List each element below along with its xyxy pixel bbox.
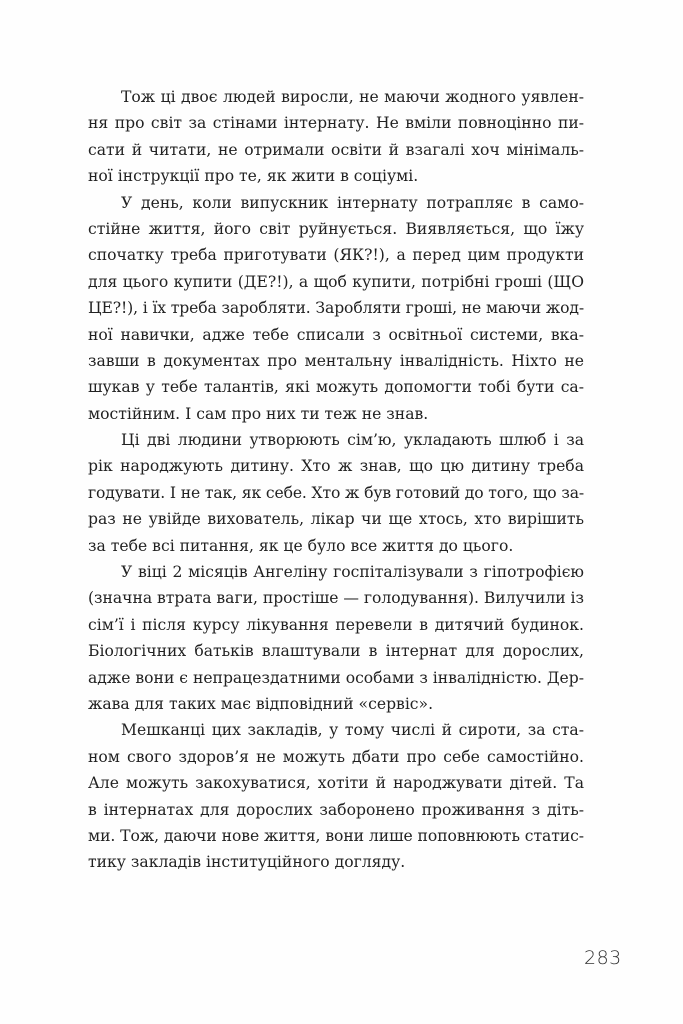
text-line: ної навички, адже тебе списали з освітньої системи, вка- xyxy=(88,325,584,344)
text-line: за тебе всі питання, як це було все життя до цього. xyxy=(88,536,514,555)
text-line: У день, коли випускник інтернату потрапляє в само- xyxy=(121,193,584,212)
text-line: Тож ці двоє людей виросли, не маючи жодного уявлен- xyxy=(121,88,584,106)
paragraph-3 xyxy=(88,427,584,559)
text-line: (значна втрата ваги, простіше — голодування). Вилучили із xyxy=(88,589,584,608)
text-line: спочатку треба приготувати (ЯК?!), а перед цим продукти xyxy=(88,246,584,265)
text-line: ми. Тож, даючи нове життя, вони лише поповнюють статис- xyxy=(88,826,584,845)
text-line: адже вони є непрацездатними особами з інвалідністю. Дер- xyxy=(88,668,584,687)
text-line: раз не увійде вихователь, лікар чи ще хтось, хто вирішить xyxy=(88,510,584,529)
body-text xyxy=(88,84,584,876)
text-line: Ці дві людини утворюють сім’ю, укладають шлюб і за xyxy=(121,431,584,450)
text-line: ном свого здоров’я не можуть дбати про себе самостійно. xyxy=(88,747,584,766)
text-line: сім’ї і після курсу лікування перевели в дитячий будинок. xyxy=(88,615,584,634)
text-line: в інтернатах для дорослих заборонено проживання з діть- xyxy=(88,800,584,819)
text-line: Мешканці цих закладів, у тому числі й сироти, за ста- xyxy=(121,721,584,740)
text-line: сати й читати, не отримали освіти й взагалі хоч мінімаль- xyxy=(88,140,584,159)
text-line: ЦЕ?!), і їх треба заробляти. Заробляти гроші, не маючи жод- xyxy=(88,299,584,318)
text-line: Але можуть закохуватися, хотіти й народжувати дітей. Та xyxy=(88,774,584,793)
text-line: стійне життя, його світ руйнується. Виявляється, що їжу xyxy=(88,219,584,238)
paragraph-2 xyxy=(88,190,584,428)
paragraph-5 xyxy=(88,717,584,875)
text-line: жава для таких має відповідний «сервіс». xyxy=(88,694,434,713)
paragraph-1 xyxy=(88,84,584,190)
page-number: 283 xyxy=(584,947,622,969)
text-line: У віці 2 місяців Ангеліну госпіталізували з гіпотрофією xyxy=(121,563,584,582)
text-line: ної інструкції про те, як жити в соціумі. xyxy=(88,167,419,186)
paragraph-4 xyxy=(88,559,584,717)
text-line: годувати. І не так, як себе. Хто ж був готовий до того, що за- xyxy=(88,483,584,502)
text-line: ня про світ за стінами інтернату. Не вміли повноцінно пи- xyxy=(88,114,584,133)
text-line: мостійним. І сам про них ти теж не знав. xyxy=(88,404,429,423)
text-line: тику закладів інституційного догляду. xyxy=(88,853,406,872)
text-line: шукав у тебе талантів, які можуть допомогти тобі бути са- xyxy=(88,378,584,397)
text-line: завши в документах про ментальну інвалідність. Ніхто не xyxy=(88,351,584,370)
text-line: рік народжують дитину. Хто ж знав, що цю дитину треба xyxy=(88,457,584,476)
text-line: для цього купити (ДЕ?!), а щоб купити, потрібні гроші (ЩО xyxy=(88,272,584,291)
text-line: Біологічних батьків влаштували в інтернат для дорослих, xyxy=(88,642,584,661)
